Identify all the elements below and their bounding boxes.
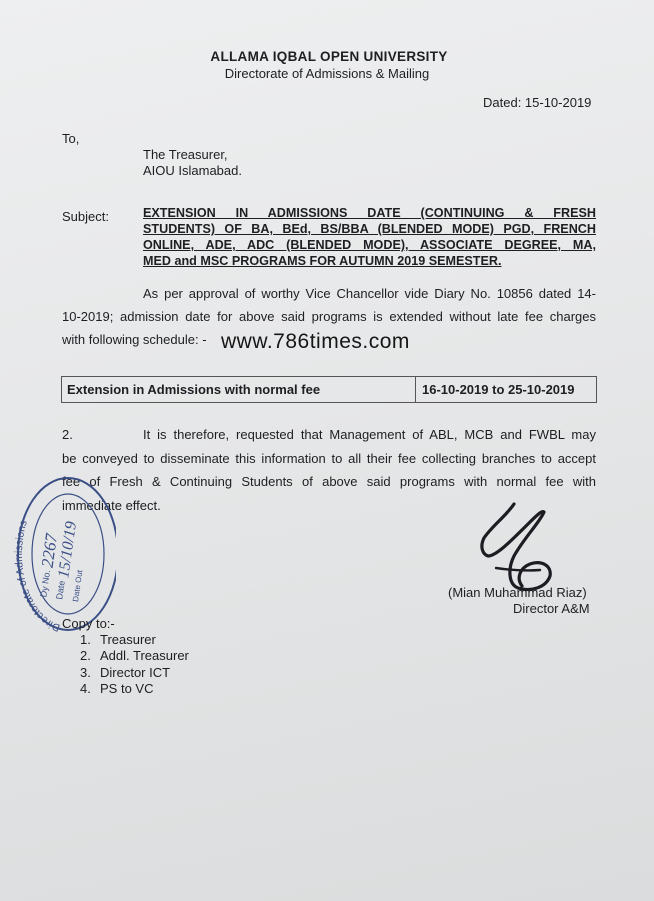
signatory-name: (Mian Muhammad Riaz) [448,585,587,600]
stamp-dy-number: 2267 [37,532,62,569]
paragraph-number: 2. [62,427,73,442]
stamp-date-value: 15/10/19 [55,520,81,580]
stamp-ring-text: Directorate of Admissions [12,518,62,634]
paragraph-1-line: As per approval of worthy Vice Chancellor vide Diary No. 10856 dated 14- [143,286,596,301]
subject-line: STUDENTS) OF BA, BEd, BS/BBA (BLENDED MODE) PGD, FRENCH [143,222,596,236]
paragraph-1-line: 10-2019; admission date for above said programs is extended without late fee charges [62,309,596,324]
recipient-line-1: The Treasurer, [143,147,228,162]
signature [470,498,565,618]
watermark-text: www.786times.com [221,330,410,353]
directorate-name: Directorate of Admissions & Mailing [224,66,430,81]
copy-to-item: 4. PS to VC [80,680,154,696]
stamp-dated-out-label: Date Out [71,569,85,603]
paragraph-2-line: fee of Fresh & Continuing Students of above said programs with normal fee with [62,474,596,489]
paragraph-1-line: with following schedule: - [62,332,207,347]
subject-line: MED and MSC PROGRAMS FOR AUTUMN 2019 SEMESTER. [143,254,502,268]
recipient-label: To, [62,131,80,146]
recipient-line-2: AIOU Islamabad. [143,163,242,178]
copy-to-heading: Copy to:- [62,616,115,631]
subject-line: ONLINE, ADE, ADC (BLENDED MODE), ASSOCIATE DEGREE, MA, [143,238,596,252]
copy-to-item: 1. Treasurer [80,632,156,647]
paragraph-2-line: be conveyed to disseminate this information to all their fee collecting branches to accept [62,451,596,466]
copy-to-item: 2. Addl. Treasurer [80,648,189,664]
signatory-designation: Director A&M [513,601,590,616]
copy-to-item: 3. Director ICT [80,664,171,680]
university-name: ALLAMA IQBAL OPEN UNIVERSITY [210,49,448,64]
letter-date: Dated: 15-10-2019 [483,95,592,110]
paragraph-2-line: It is therefore, requested that Management of ABL, MCB and FWBL may [143,427,596,442]
stamp-dy-label: Dy No. [38,569,53,598]
schedule-table [61,376,597,403]
paragraph-2-line: immediate effect. [62,498,161,513]
schedule-period: 16-10-2019 to 25-10-2019 [422,382,575,397]
copy-to-list [80,632,189,697]
subject-label: Subject: [62,209,109,224]
schedule-label: Extension in Admissions with normal fee [62,377,416,402]
subject-line: EXTENSION IN ADMISSIONS DATE (CONTINUING & FRESH [143,206,596,220]
stamp-date-label: Date [54,579,67,601]
